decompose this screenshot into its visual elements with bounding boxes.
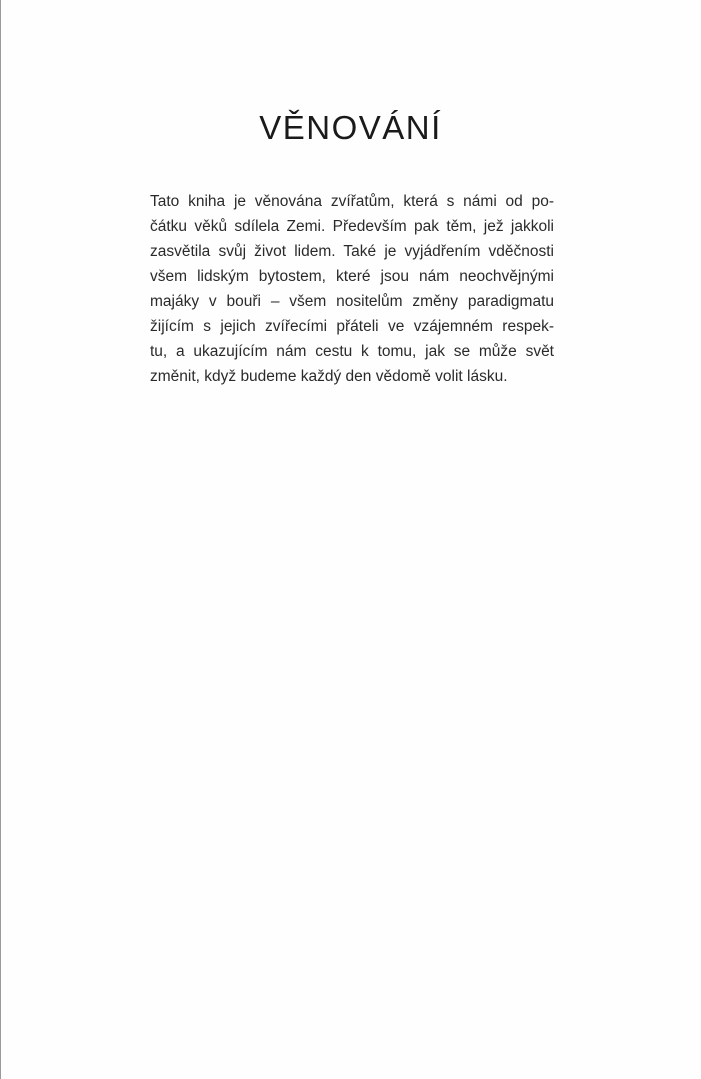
paragraph-line: změnit, když budeme každý den vědomě volit lásku. <box>150 368 508 385</box>
dedication-paragraph <box>150 189 554 389</box>
paragraph-line: zasvětila svůj život lidem. Také je vyjádřením vděčnosti <box>150 243 554 260</box>
paragraph-line: čátku věků sdílela Zemi. Především pak těm, jež jakkoli <box>150 218 554 235</box>
paragraph-line: všem lidským bytostem, které jsou nám neochvějnými <box>150 268 554 285</box>
paragraph-line: tu, a ukazujícím nám cestu k tomu, jak se může svět <box>150 343 554 360</box>
page-edge-divider <box>0 0 1 1079</box>
paragraph-line: majáky v bouři – všem nositelům změny paradigmatu <box>150 293 554 310</box>
paragraph-line: Tato kniha je věnována zvířatům, která s námi od po- <box>150 193 554 210</box>
paragraph-line: žijícím s jejich zvířecími přáteli ve vzájemném respek- <box>150 318 554 335</box>
page-title: VĚNOVÁNÍ <box>259 109 442 146</box>
